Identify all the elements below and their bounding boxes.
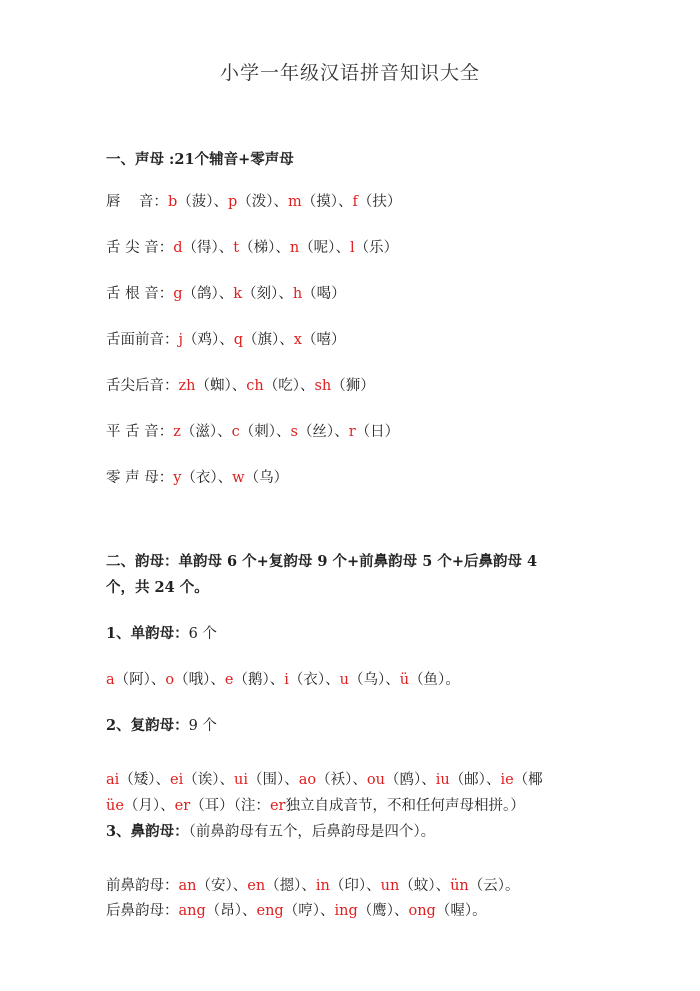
front-nasal-pinyin: in [315, 878, 330, 894]
separator: 、 [366, 878, 381, 894]
initial-pinyin: x [293, 332, 302, 348]
simple-final-pinyin: i [284, 672, 289, 688]
separator: 、 [335, 240, 350, 256]
back-nasal-pinyin: ong [408, 903, 436, 919]
compound-final-pinyin: ai [106, 772, 120, 788]
compound-final-pinyin: ui [234, 772, 248, 788]
separator: 、 [269, 672, 285, 688]
compound-final-pinyin: er [174, 798, 191, 814]
initial-example: （狮） [331, 378, 375, 394]
initial-pinyin: g [173, 286, 183, 302]
initial-example: （乐） [354, 240, 399, 256]
separator: 、 [435, 878, 451, 894]
separator: 、 [485, 772, 501, 788]
compound-final-example: （诶） [183, 772, 220, 788]
sub1-line [106, 624, 217, 644]
initial-pinyin: s [290, 424, 298, 440]
separator: 、 [319, 903, 335, 919]
sub3-label: 3、鼻韵母： [106, 823, 189, 840]
initial-row-label: 唇 音： [106, 194, 168, 210]
initial-pinyin: j [178, 332, 183, 348]
section1-heading: 一、声母 :21个辅音+零声母 [106, 151, 294, 168]
initial-row [106, 422, 399, 442]
simple-final-pinyin: e [224, 672, 234, 688]
front-nasal-pinyin: ün [450, 878, 469, 894]
initial-row [106, 330, 345, 350]
sub2-items-line1 [106, 770, 543, 790]
separator: 、 [325, 672, 340, 688]
sub2-count: 9 个 [188, 718, 217, 734]
sub2-note-suffix: 独立自成音节，不和任何声母相拼。） [285, 798, 525, 814]
sub1-end: 。 [445, 672, 460, 688]
initial-example: （乌） [244, 470, 289, 486]
initial-example: （日） [355, 424, 400, 440]
compound-final-example: （邮） [449, 772, 486, 788]
initial-example: （嘻） [301, 332, 346, 348]
front-nasal-line [106, 876, 520, 896]
separator: 、 [155, 772, 171, 788]
initial-pinyin: b [167, 194, 178, 210]
front-nasal-pinyin: en [247, 878, 266, 894]
initial-example: （摸） [301, 194, 339, 210]
compound-final-pinyin: ou [366, 772, 385, 788]
initial-example: （衣） [181, 470, 218, 486]
initial-pinyin: sh [314, 378, 332, 394]
back-nasal-example: （喔） [435, 903, 473, 919]
sub1-items [106, 670, 460, 690]
separator: 、 [279, 332, 294, 348]
front-nasal-example: （摁） [265, 878, 302, 894]
sub2-note-prefix: （注： [233, 798, 270, 814]
initial-example: （丝） [297, 424, 335, 440]
separator: 、 [242, 903, 257, 919]
simple-final-example: （衣） [288, 672, 326, 688]
initial-pinyin: d [173, 240, 183, 256]
initial-example: （吃） [263, 378, 300, 394]
initial-pinyin: f [352, 194, 358, 210]
front-nasal-example: （云） [468, 878, 506, 894]
compound-final-example: （矮） [119, 772, 156, 788]
separator: 、 [210, 672, 225, 688]
separator: 、 [299, 378, 315, 394]
initial-row-label: 平 舌 音： [106, 424, 174, 440]
compound-final-example: （耳） [190, 798, 234, 814]
separator: 、 [218, 240, 234, 256]
back-nasal-line [106, 901, 487, 921]
initial-pinyin: ch [246, 378, 264, 394]
back-nasal-example: （昂） [205, 903, 243, 919]
separator: 、 [334, 424, 349, 440]
simple-final-pinyin: ü [399, 672, 410, 688]
initial-row-label: 舌 根 音： [106, 286, 174, 302]
compound-final-example: （围） [248, 772, 285, 788]
compound-final-example: （椰 [513, 772, 543, 788]
initial-example: （刺） [239, 424, 276, 440]
sub3-note: （前鼻韵母有五个，后鼻韵母是四个）。 [188, 824, 436, 840]
initial-row [106, 238, 398, 258]
initial-pinyin: p [227, 194, 238, 210]
initial-pinyin: n [289, 240, 300, 256]
front-nasal-pinyin: un [380, 878, 400, 894]
separator: 、 [219, 332, 234, 348]
front-nasal-example: （安） [196, 878, 233, 894]
back-nasal-example: （哼） [283, 903, 320, 919]
separator: 、 [352, 772, 367, 788]
section2-heading-line1: 二、韵母：单韵母 6 个+复韵母 9 个+前鼻韵母 5 个+后鼻韵母 4 [106, 553, 538, 570]
back-end: 。 [472, 903, 487, 919]
initial-pinyin: w [232, 470, 245, 486]
initial-row-label: 零 声 母： [106, 470, 174, 486]
initial-pinyin: q [233, 332, 244, 348]
front-nasal-example: （蚊） [399, 878, 436, 894]
compound-final-pinyin: ao [298, 772, 317, 788]
initial-example: （蜘） [195, 378, 232, 394]
separator: 、 [275, 240, 290, 256]
compound-final-example: （袄） [316, 772, 353, 788]
compound-final-pinyin: üe [106, 798, 124, 814]
separator: 、 [231, 378, 247, 394]
initial-row-label: 舌面前音： [106, 332, 179, 348]
initial-pinyin: m [288, 194, 302, 210]
initial-row [106, 376, 375, 396]
initial-pinyin: t [233, 240, 240, 256]
sub2-label: 2、复韵母： [106, 717, 189, 734]
separator: 、 [217, 424, 232, 440]
initial-row [106, 192, 401, 212]
separator: 、 [218, 286, 234, 302]
initial-pinyin: k [233, 286, 243, 302]
initial-row [106, 468, 288, 488]
separator: 、 [160, 798, 175, 814]
compound-final-example: （月） [123, 798, 161, 814]
simple-final-pinyin: o [165, 672, 175, 688]
sub3-line [106, 822, 435, 842]
initial-example: （得） [182, 240, 219, 256]
front-nasal-example: （印） [329, 878, 367, 894]
initial-example: （喝） [302, 286, 346, 302]
back-nasal-pinyin: ing [334, 903, 358, 919]
initial-pinyin: zh [178, 378, 196, 394]
initial-example: （泼） [237, 194, 274, 210]
compound-final-example: （鸥） [384, 772, 422, 788]
separator: 、 [385, 672, 400, 688]
initial-pinyin: h [292, 286, 303, 302]
simple-final-example: （阿） [114, 672, 151, 688]
sub1-label: 1、单韵母： [106, 625, 189, 642]
separator: 、 [338, 194, 353, 210]
initial-pinyin: l [349, 240, 355, 256]
initial-example: （梯） [239, 240, 276, 256]
initial-pinyin: c [231, 424, 240, 440]
separator: 、 [217, 470, 233, 486]
back-label: 后鼻韵母： [106, 903, 179, 919]
page-title: 小学一年级汉语拼音知识大全 [219, 62, 480, 84]
back-nasal-example: （鹰） [357, 903, 394, 919]
initial-row [106, 284, 346, 304]
initial-pinyin: r [348, 424, 356, 440]
front-nasal-pinyin: an [178, 878, 197, 894]
sub2-note-er: er [269, 798, 286, 814]
separator: 、 [301, 878, 316, 894]
initial-example: （鸽） [182, 286, 219, 302]
initial-pinyin: z [173, 424, 181, 440]
initial-example: （呢） [299, 240, 336, 256]
front-label: 前鼻韵母： [106, 878, 179, 894]
separator: 、 [150, 672, 166, 688]
sub2-line [106, 716, 217, 736]
initial-example: （鸡） [183, 332, 220, 348]
back-nasal-pinyin: ang [178, 903, 206, 919]
sub2-items-line2 [106, 796, 525, 816]
separator: 、 [421, 772, 436, 788]
front-end: 。 [505, 878, 520, 894]
separator: 、 [232, 878, 248, 894]
section2-heading-line2: 个，共 24 个。 [106, 579, 209, 596]
simple-final-example: （鹅） [233, 672, 270, 688]
separator: 、 [213, 194, 228, 210]
initial-example: （刻） [242, 286, 279, 302]
initial-example: （扶） [357, 194, 402, 210]
initial-row-label: 舌尖后音： [106, 378, 179, 394]
compound-final-pinyin: ie [500, 772, 514, 788]
initial-row-label: 舌 尖 音： [106, 240, 174, 256]
initial-example: （菠） [177, 194, 214, 210]
simple-final-pinyin: u [339, 672, 349, 688]
separator: 、 [393, 903, 409, 919]
compound-final-pinyin: iu [435, 772, 450, 788]
simple-final-example: （鱼） [409, 672, 446, 688]
separator: 、 [219, 772, 235, 788]
separator: 、 [273, 194, 289, 210]
simple-final-pinyin: a [106, 672, 115, 688]
initial-example: （旗） [243, 332, 280, 348]
simple-final-example: （乌） [348, 672, 386, 688]
simple-final-example: （哦） [174, 672, 211, 688]
back-nasal-pinyin: eng [256, 903, 284, 919]
compound-final-pinyin: ei [170, 772, 184, 788]
initial-pinyin: y [173, 470, 182, 486]
separator: 、 [275, 424, 291, 440]
separator: 、 [278, 286, 293, 302]
initial-example: （滋） [180, 424, 218, 440]
sub1-count: 6 个 [188, 626, 217, 642]
separator: 、 [284, 772, 299, 788]
